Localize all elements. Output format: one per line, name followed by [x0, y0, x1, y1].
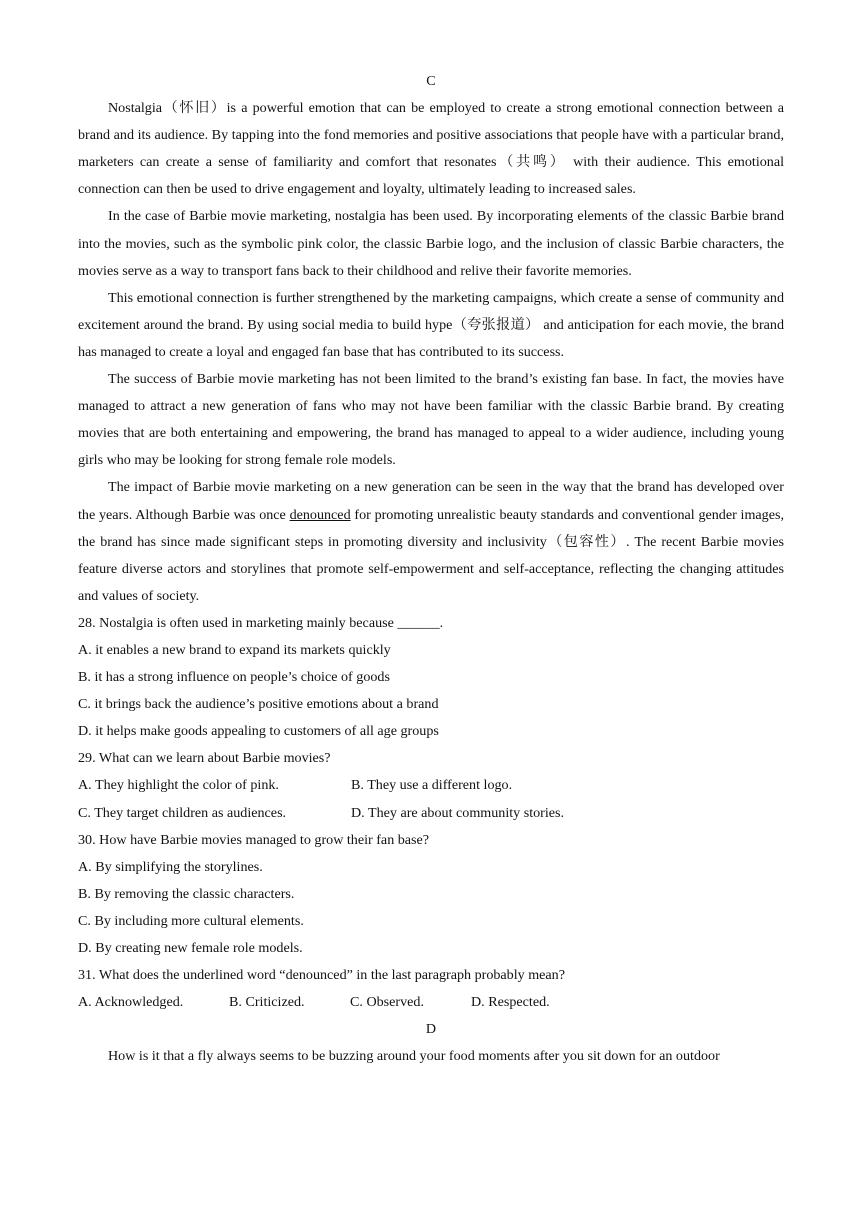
document-page — [78, 68, 784, 1070]
question-30-option-c: C. By including more cultural elements. — [78, 912, 304, 929]
section-d-heading: D — [425, 1021, 437, 1038]
paragraph-3: This emotional connection is further strengthened by the marketing campaigns, which create a sense of community and excitement around the brand. By using social media to build hype（夸张报道） and anticipation for each movie, the brand has managed to create a loyal and engaged fan base that has contributed to its success. — [78, 289, 784, 360]
question-29-option-d: D. They are about community stories. — [351, 804, 565, 821]
question-31-option-a: A. Acknowledged. — [78, 994, 184, 1011]
paragraph-4: The success of Barbie movie marketing has not been limited to the brand’s existing fan base. In fact, the movies have managed to attract a new generation of fans who may not have been familiar with the classic Barbie brand. By creating movies that are both entertaining and empowering, the brand has managed to appeal to a wider audience, including young girls who may be looking for strong female role models. — [78, 371, 784, 469]
question-28-option-c: C. it brings back the audience’s positive emotions about a brand — [78, 696, 439, 713]
question-30-option-a: A. By simplifying the storylines. — [78, 858, 263, 875]
question-31-option-d: D. Respected. — [471, 994, 550, 1011]
question-29-option-a: A. They highlight the color of pink. — [78, 777, 279, 794]
paragraph-1: Nostalgia（怀旧）is a powerful emotion that can be employed to create a strong emotional connection between a brand and its audience. By tapping into the fond memories and positive associations that people have with a particular brand, marketers can create a sense of familiarity and comfort that resonates（共鸣） with their audience. This emotional connection can then be used to drive engagement and loyalty, ultimately leading to increased sales. — [78, 100, 784, 198]
paragraph-5 — [78, 474, 784, 609]
question-30-option-d: D. By creating new female role models. — [78, 940, 303, 956]
question-29-option-c: C. They target children as audiences. — [78, 804, 287, 821]
question-28-option-a: A. it enables a new brand to expand its markets quickly — [78, 641, 391, 658]
underlined-word: denounced — [289, 506, 351, 523]
paragraph-5-before: The impact of Barbie movie marketing on a new generation can be seen in the way that the brand has developed over the years. Although Barbie was once — [78, 479, 784, 523]
question-30-stem: 30. How have Barbie movies managed to grow their fan base? — [78, 831, 430, 848]
question-29-options-row-1 — [78, 772, 784, 799]
paragraph-2: In the case of Barbie movie marketing, nostalgia has been used. By incorporating elements of the classic Barbie brand into the movies, such as the symbolic pink color, the classic Barbie logo, and the inclusion of classic Barbie characters, the movies serve as a way to transport fans back to their childhood and relive their favorite memories. — [78, 208, 784, 279]
question-29-stem: 29. What can we learn about Barbie movies? — [78, 750, 331, 767]
section-d-first-line: How is it that a fly always seems to be buzzing around your food moments after you sit down for an outdoor — [108, 1048, 720, 1065]
paragraph-5-after: for promoting unrealistic beauty standards and conventional gender images, the brand has since made significant steps in promoting diversity and inclusivity（包容性）. The recent Barbie movies feature diverse actors and storylines that promote self-empowerment and self-acceptance, reflecting the changing attitudes and values of society. — [78, 506, 784, 604]
question-29-options-row-2 — [78, 800, 784, 827]
question-28-stem: 28. Nostalgia is often used in marketing mainly because ______. — [78, 614, 444, 631]
question-28-option-b: B. it has a strong influence on people’s choice of goods — [78, 669, 390, 686]
question-31-option-b: B. Criticized. — [229, 994, 305, 1011]
question-31-options-row — [78, 989, 784, 1016]
question-30-option-b: B. By removing the classic characters. — [78, 885, 295, 902]
question-28-option-d: D. it helps make goods appealing to customers of all age groups — [78, 723, 439, 740]
question-29-option-b: B. They use a different logo. — [351, 777, 513, 794]
question-31-stem: 31. What does the underlined word “denounced” in the last paragraph probably mean? — [78, 967, 565, 984]
question-31-option-c: C. Observed. — [350, 994, 424, 1011]
section-c-heading: C — [426, 73, 436, 89]
